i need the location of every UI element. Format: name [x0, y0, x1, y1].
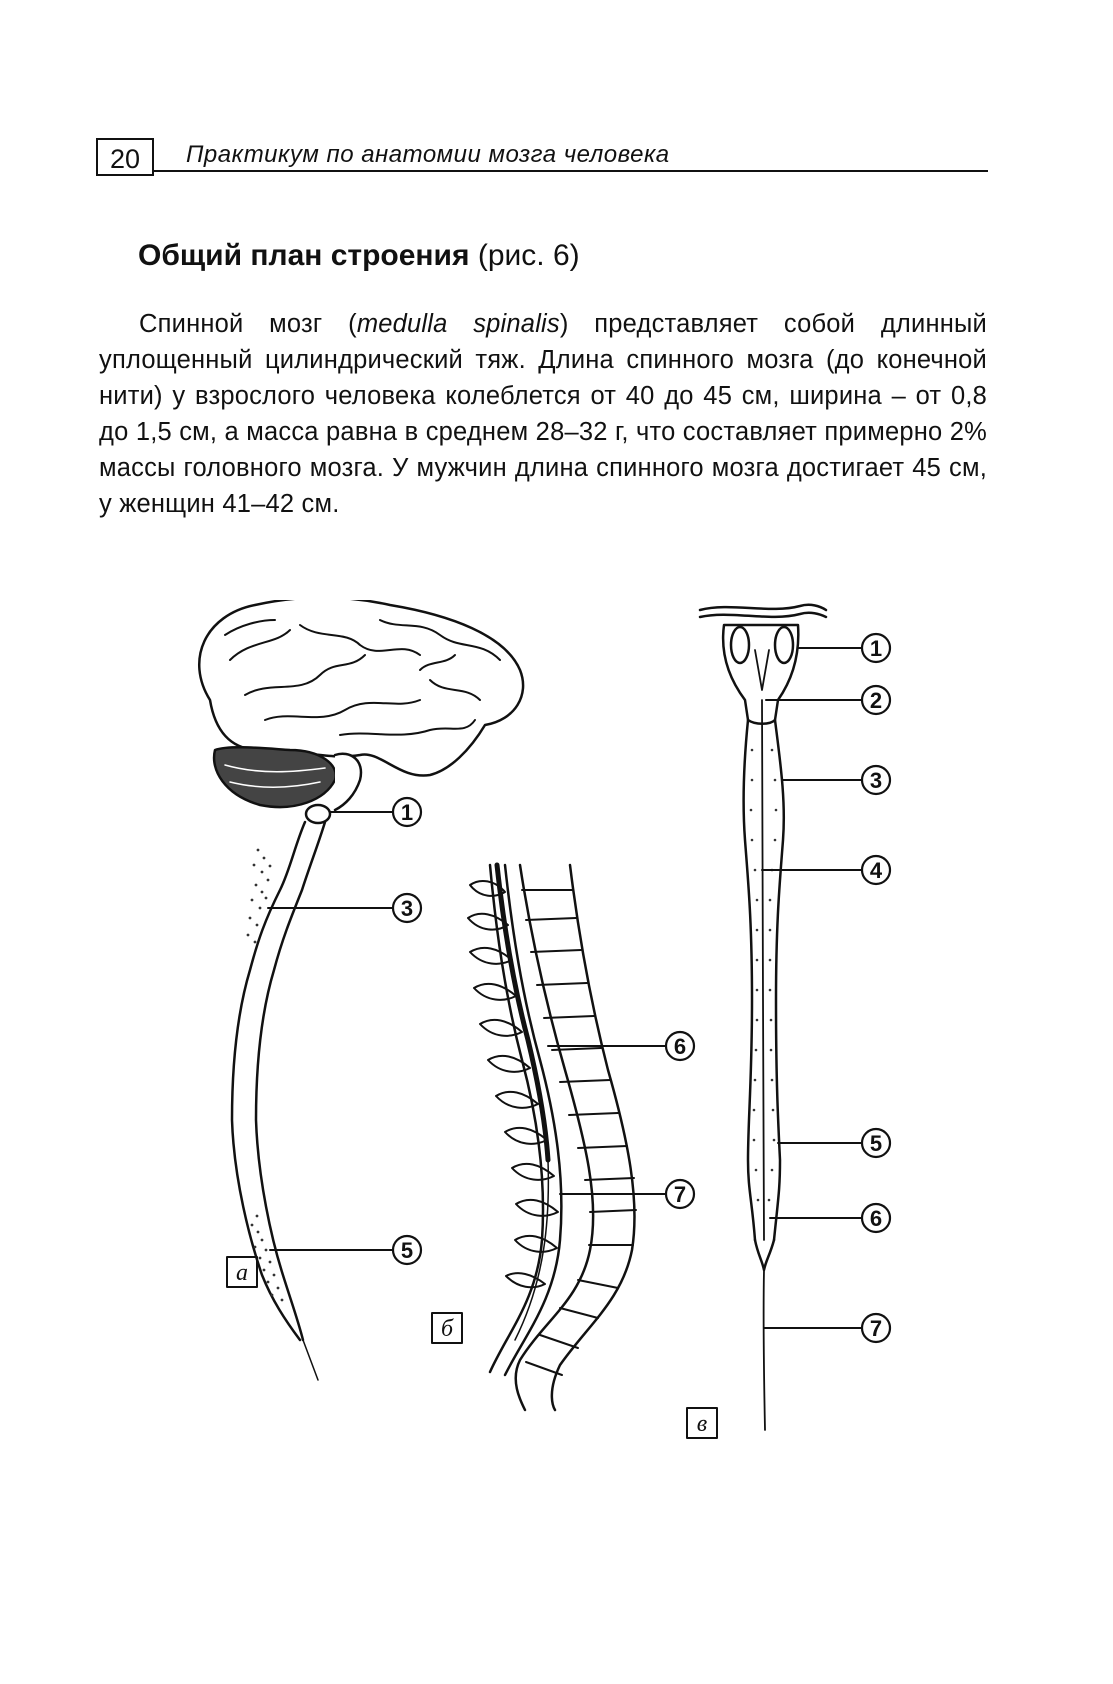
cervical-enlargement-stipple	[247, 849, 272, 944]
svg-text:7: 7	[673, 1182, 687, 1207]
body-paragraph	[99, 306, 987, 522]
panel-b-spinal-cord	[497, 865, 548, 1160]
panel-b-label	[432, 1313, 462, 1343]
paragraph-part-2: ) представляет собой длинный уплощенный цилиндрический тяж. Длина спинного мозга (до конечной нити) у взрослого человека колеблется от 40 до 45 см, ширина – от 0,8 до 1,5 см, а масса равна в среднем 28–32 г, что составляет примерно 2% массы головного мозга. У мужчин длина спинного мозга достигает 45 см, у женщин 41–42 см.	[99, 310, 987, 518]
callout-b-7	[666, 1180, 694, 1208]
svg-text:6: 6	[673, 1034, 687, 1059]
header-rule	[154, 170, 988, 172]
page-header	[96, 138, 988, 182]
svg-text:5: 5	[400, 1238, 414, 1263]
panel-c-label	[687, 1408, 717, 1438]
svg-text:6: 6	[869, 1206, 883, 1231]
svg-text:4: 4	[869, 858, 883, 883]
svg-text:в: в	[696, 1411, 708, 1437]
callout-a-5	[393, 1236, 421, 1264]
brain-cerebellum	[214, 747, 336, 807]
svg-text:1: 1	[869, 636, 883, 661]
spinal-canal-back	[490, 865, 543, 1372]
svg-text:3: 3	[400, 896, 414, 921]
svg-text:3: 3	[869, 768, 883, 793]
svg-text:а: а	[236, 1260, 248, 1286]
brainstem-pons	[306, 805, 330, 823]
olive-right	[775, 627, 793, 663]
callout-b-6	[666, 1032, 694, 1060]
vertebral-column-back	[552, 865, 635, 1410]
panel-c-spinal-cord-left	[744, 720, 755, 1240]
filum-terminale	[764, 1270, 765, 1430]
conus-medullaris	[755, 1240, 774, 1270]
svg-text:1: 1	[400, 800, 414, 825]
callout-c-6	[862, 1204, 890, 1232]
panel-a-label	[227, 1257, 257, 1287]
section-heading-figure-ref: (рис. 6)	[477, 239, 580, 272]
callout-a-3	[393, 894, 421, 922]
figure-6	[0, 600, 1113, 1600]
figure-drawing	[0, 600, 1113, 1600]
section-heading	[138, 236, 580, 276]
panel-a-spinal-cord-right	[256, 822, 325, 1340]
callout-c-1	[862, 634, 890, 662]
callout-c-7	[862, 1314, 890, 1342]
section-heading-title: Общий план строения	[138, 239, 470, 272]
olive-left	[731, 627, 749, 663]
latin-term: medulla spinalis	[356, 310, 560, 338]
spinous-processes	[468, 881, 558, 1287]
svg-text:5: 5	[869, 1131, 883, 1156]
paragraph-part-1: Спинной мозг (	[139, 310, 357, 338]
running-title: Практикум по анатомии мозга человека	[186, 141, 670, 168]
callout-c-5	[862, 1129, 890, 1157]
panel-b-drawing	[468, 865, 666, 1410]
panel-c-drawing	[700, 605, 862, 1430]
callout-c-3	[862, 766, 890, 794]
callout-c-2	[862, 686, 890, 714]
callout-a-1	[393, 798, 421, 826]
page-number: 20	[96, 138, 154, 176]
svg-text:б: б	[440, 1316, 454, 1342]
svg-text:2: 2	[869, 688, 883, 713]
callout-c-4	[862, 856, 890, 884]
panel-c-spinal-cord-right	[774, 720, 784, 1240]
svg-text:7: 7	[869, 1316, 883, 1341]
brainstem	[335, 754, 361, 810]
